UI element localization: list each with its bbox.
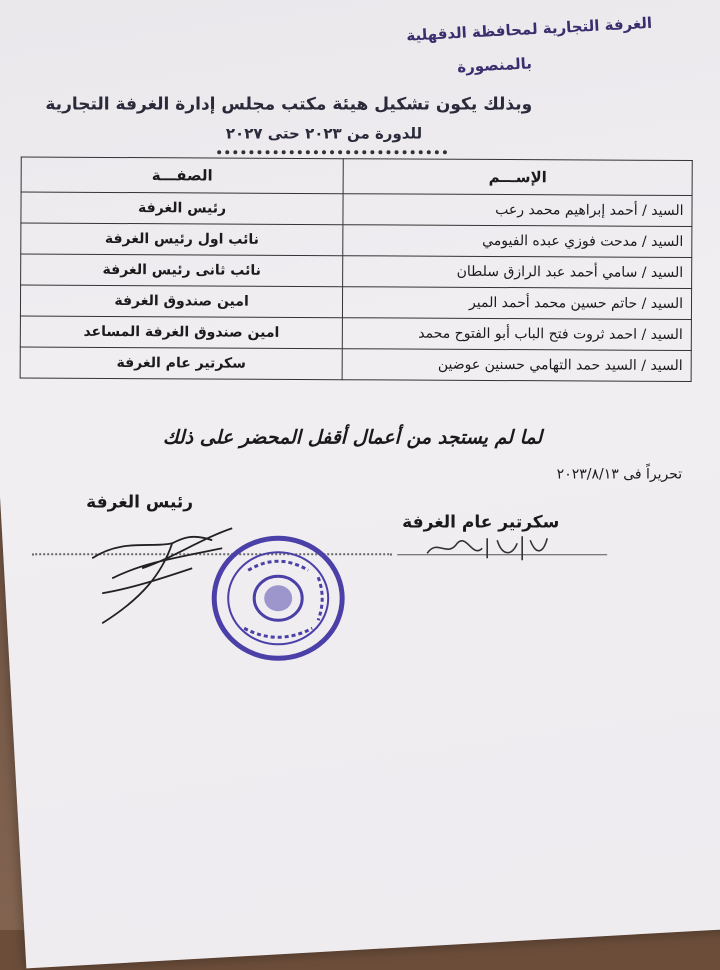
member-name: السيد / مدحت فوزي عبده الفيومي: [343, 225, 692, 258]
member-position: سكرتير عام الغرفة: [20, 347, 342, 380]
member-position: امين صندوق الغرفة المساعد: [20, 316, 342, 349]
member-name: السيد / أحمد إبراهيم محمد رعب: [343, 194, 692, 227]
member-position: رئيس الغرفة: [21, 192, 343, 225]
table-row: [20, 285, 691, 320]
member-name: السيد / سامي أحمد عبد الرازق سلطان: [343, 256, 692, 289]
secretary-signature: [422, 528, 552, 568]
table-row: [21, 223, 692, 258]
member-position: امين صندوق الغرفة: [20, 285, 342, 318]
chairman-title: رئيس الغرفة: [86, 492, 194, 513]
letterhead-line1: الغرفة التجارية لمحافظة الدقهلية: [405, 13, 653, 45]
table-row: [20, 347, 691, 382]
secretary-title: سكرتير عام الغرفة: [402, 512, 560, 533]
member-position: نائب ثانى رئيس الغرفة: [21, 254, 343, 287]
member-name: السيد / حاتم حسين محمد أحمد المير: [343, 287, 692, 320]
table-row: [20, 316, 691, 351]
header-position: الصفـــة: [21, 157, 343, 194]
letterhead-line2: بالمنصورة: [457, 54, 533, 77]
table-header-row: [21, 157, 692, 196]
document-title: وبذلك يكون تشكيل هيئة مكتب مجلس إدارة الغرفة التجارية: [45, 94, 533, 115]
term-period: للدورة من ٢٠٢٣ حتى ٢٠٢٧: [225, 124, 423, 143]
official-seal: [208, 532, 348, 664]
member-name: السيد / السيد حمد التهامي حسنين عوضين: [342, 349, 691, 382]
closing-statement: لما لم يستجد من أعمال أقفل المحضر على ذلك: [162, 426, 543, 449]
member-name: السيد / احمد ثروت فتح الباب أبو الفتوح محمد: [342, 318, 691, 351]
member-position: نائب اول رئيس الغرفة: [21, 223, 343, 256]
table-row: [21, 254, 692, 289]
date-line: تحريراً فى ٢٠٢٣/٨/١٣: [556, 466, 683, 483]
header-name: الإســـم: [343, 159, 692, 196]
board-table: [20, 157, 693, 383]
table-row: [21, 192, 692, 227]
